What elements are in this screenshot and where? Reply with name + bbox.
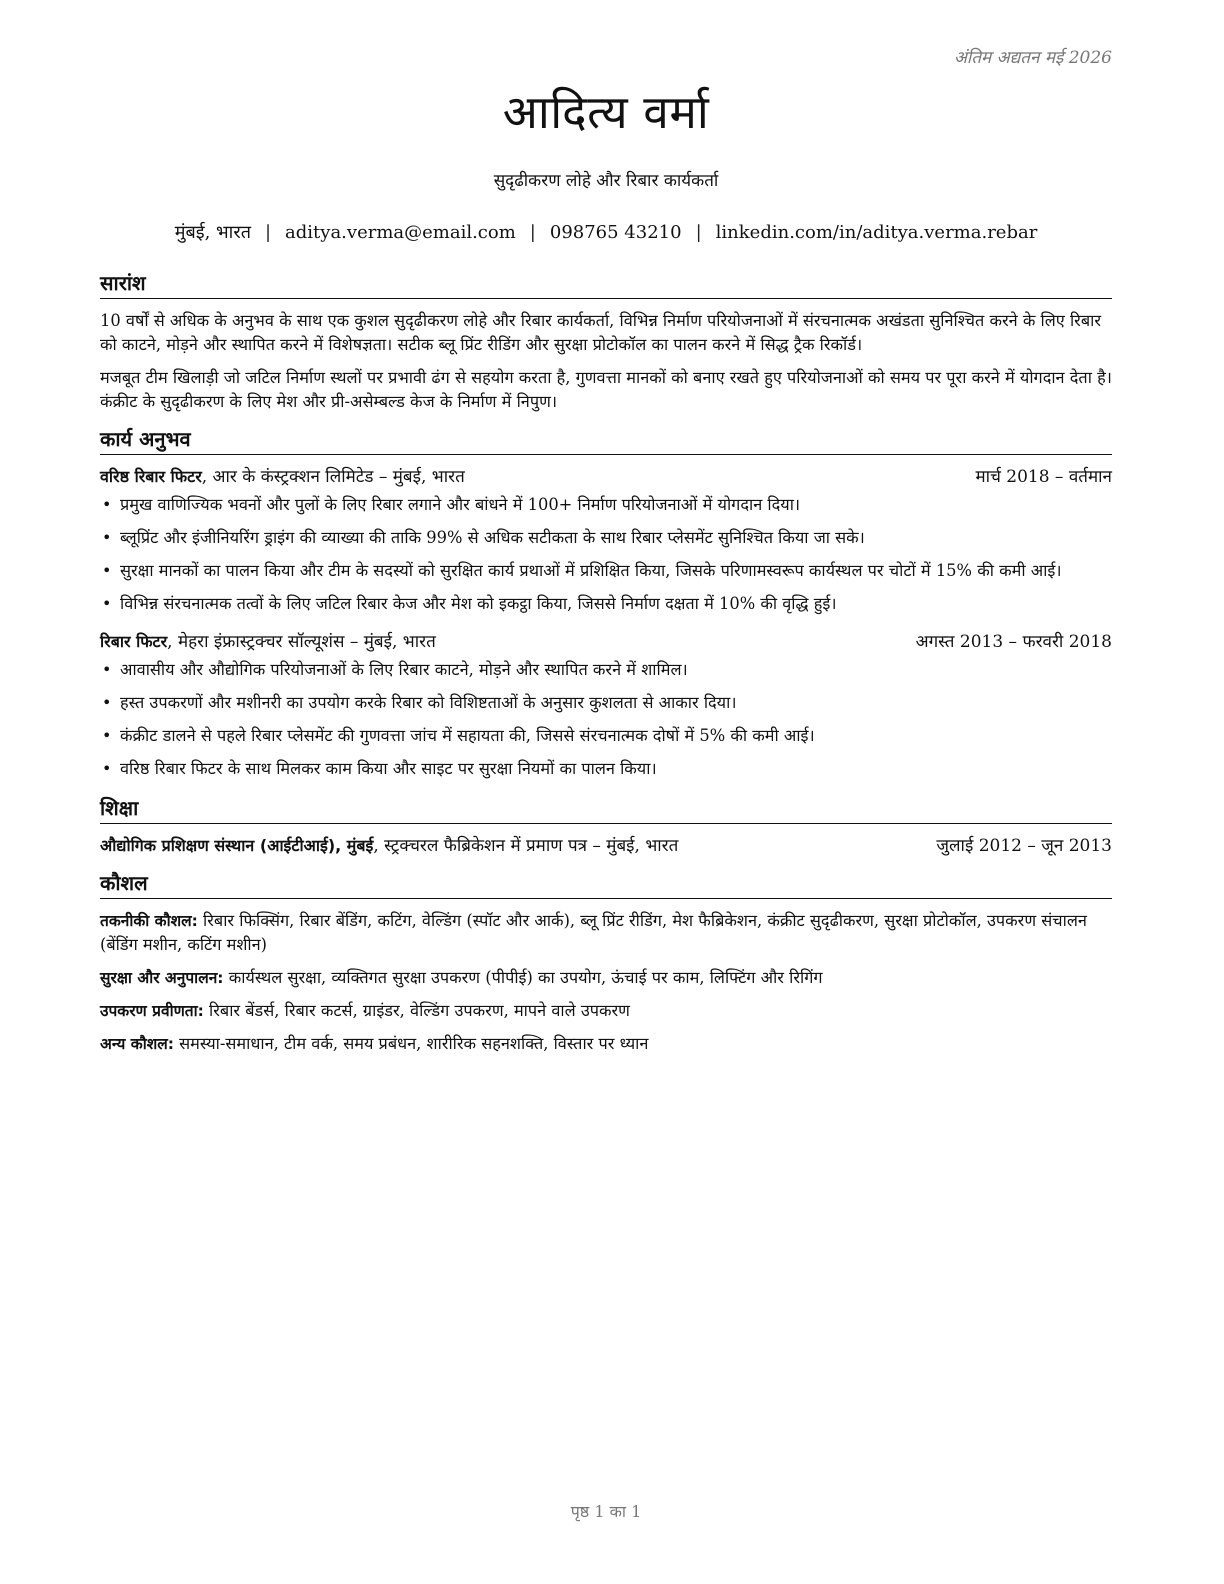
summary-paragraph: 10 वर्षों से अधिक के अनुभव के साथ एक कुशल सुदृढीकरण लोहे और रिबार कार्यकर्ता, विभिन्न निर्माण परियोजनाओं में संरचनात्मक अखंडता सुनिश्चित करने के लिए रिबार को काटने, मोड़ने और स्थापित करने में विशेषज्ञता। सटीक ब्लू प्रिंट रीडिंग और सुरक्षा प्रोटोकॉल का पालन करने में सिद्ध ट्रैक रिकॉर्ड। — [100, 311, 1102, 354]
job-header — [100, 465, 1112, 489]
list-item — [100, 526, 1112, 550]
separator: | — [695, 222, 702, 243]
job-header — [100, 630, 1112, 654]
experience-section — [100, 426, 1112, 781]
bullet-text: प्रमुख वाणिज्यिक भवनों और पुलों के लिए रिबार लगाने और बांधने में 100+ निर्माण परियोजनाओं में योगदान दिया। — [120, 495, 801, 514]
education-title-line — [100, 834, 678, 858]
summary-paragraph: मजबूत टीम खिलाड़ी जो जटिल निर्माण स्थलों पर प्रभावी ढंग से सहयोग करता है, गुणवत्ता मानकों को बनाए रखते हुए परियोजनाओं को समय पर पूरा करने में योगदान देता है। कंक्रीट के सुदृढीकरण के लिए मेश और प्री-असेम्बल्ड केज के निर्माण में निपुण। — [100, 368, 1112, 411]
section-title-experience: कार्य अनुभव — [100, 426, 1112, 455]
job-bullets — [100, 493, 1112, 616]
headline: सुदृढीकरण लोहे और रिबार कार्यकर्ता — [493, 171, 719, 191]
bullet-text: सुरक्षा मानकों का पालन किया और टीम के सदस्यों को सुरक्षित कार्य प्रथाओं में प्रशिक्षित किया, जिसके परिणामस्वरूप कार्यस्थल पर चोटों में 15% की कमी आई। — [120, 561, 1062, 580]
skills-section — [100, 870, 1112, 1056]
job-role: वरिष्ठ रिबार फिटर — [100, 467, 202, 486]
separator: | — [529, 222, 536, 243]
list-item — [100, 592, 1112, 616]
bullet-icon: • — [102, 495, 112, 514]
job-entry — [100, 465, 1112, 616]
job-role: रिबार फिटर — [100, 632, 168, 651]
skill-value: कार्यस्थल सुरक्षा, व्यक्तिगत सुरक्षा उपकरण (पीपीई) का उपयोग, ऊंचाई पर काम, लिफ्टिंग और रिगिंग — [223, 968, 823, 987]
bullet-text: कंक्रीट डालने से पहले रिबार प्लेसमेंट की गुणवत्ता जांच में सहायता की, जिससे संरचनात्मक दोषों में 5% की कमी आई। — [120, 726, 815, 745]
bullet-text: आवासीय और औद्योगिक परियोजनाओं के लिए रिबार काटने, मोड़ने और स्थापित करने में शामिल। — [120, 660, 688, 679]
job-dates: मार्च 2018 – वर्तमान — [975, 467, 1112, 487]
job-title-line — [100, 465, 465, 489]
bullet-icon: • — [102, 759, 112, 778]
education-institution: औद्योगिक प्रशिक्षण संस्थान (आईटीआई), मुंबई — [100, 836, 374, 855]
resume-content — [100, 270, 1112, 1068]
skill-label: उपकरण प्रवीणता: — [100, 1002, 204, 1020]
bullet-icon: • — [102, 594, 112, 613]
resume-page — [100, 0, 1112, 1584]
bullet-icon: • — [102, 693, 112, 712]
bullet-text: ब्लूप्रिंट और इंजीनियरिंग ड्राइंग की व्याख्या की ताकि 99% से अधिक सटीकता के साथ रिबार प्लेसमेंट सुनिश्चित किया जा सके। — [120, 528, 865, 547]
skill-line — [100, 1032, 1112, 1056]
contact-email[interactable]: aditya.verma@email.com — [285, 222, 516, 243]
bullet-icon: • — [102, 561, 112, 580]
section-title-skills: कौशल — [100, 870, 1112, 899]
contact-location: मुंबई, भारत — [174, 222, 251, 243]
job-bullets — [100, 658, 1112, 781]
skill-value: समस्या-समाधान, टीम वर्क, समय प्रबंधन, शारीरिक सहनशक्ति, विस्तार पर ध्यान — [173, 1034, 649, 1053]
bullet-text: विभिन्न संरचनात्मक तत्वों के लिए जटिल रिबार केज और मेश को इकट्ठा किया, जिससे निर्माण दक्षता में 10% की वृद्धि हुई। — [120, 594, 837, 613]
job-company: , आर के कंस्ट्रक्शन लिमिटेड – मुंबई, भारत — [201, 467, 465, 487]
bullet-text: वरिष्ठ रिबार फिटर के साथ मिलकर काम किया और साइट पर सुरक्षा नियमों का पालन किया। — [120, 759, 657, 778]
education-entry — [100, 834, 1112, 858]
section-title-summary: सारांश — [100, 270, 1112, 299]
summary-section — [100, 270, 1112, 414]
contact-line — [100, 220, 1112, 244]
job-company: , मेहरा इंफ्रास्ट्रक्चर सॉल्यूशंस – मुंबई, भारत — [167, 632, 436, 652]
list-item — [100, 724, 1112, 748]
skill-line — [100, 909, 1112, 957]
list-item — [100, 691, 1112, 715]
skill-line — [100, 966, 1112, 990]
separator: | — [264, 222, 272, 243]
education-dates: जुलाई 2012 – जून 2013 — [936, 836, 1112, 856]
education-detail: , स्ट्रक्चरल फैब्रिकेशन में प्रमाण पत्र – मुंबई, भारत — [373, 836, 679, 856]
education-section — [100, 795, 1112, 858]
skill-label: सुरक्षा और अनुपालन: — [100, 969, 224, 987]
skill-line — [100, 999, 1112, 1023]
list-item — [100, 493, 1112, 517]
last-updated: अंतिम अद्यतन मई 2026 — [953, 48, 1112, 68]
bullet-icon: • — [102, 726, 112, 745]
skill-label: अन्य कौशल: — [100, 1035, 174, 1053]
page-number: पृष्ठ 1 का 1 — [570, 1502, 642, 1521]
section-title-education: शिक्षा — [100, 795, 1112, 824]
bullet-icon: • — [102, 528, 112, 547]
list-item — [100, 658, 1112, 682]
skill-value: रिबार फिक्सिंग, रिबार बेंडिंग, कटिंग, वेल्डिंग (स्पॉट और आर्क), ब्लू प्रिंट रीडिंग, मेश फैब्रिकेशन, कंक्रीट सुदृढीकरण, सुरक्षा प्रोटोकॉल, उपकरण संचालन (बेंडिंग मशीन, कटिंग मशीन) — [100, 911, 1087, 954]
bullet-text: हस्त उपकरणों और मशीनरी का उपयोग करके रिबार को विशिष्टताओं के अनुसार कुशलता से आकार दिया। — [120, 693, 737, 712]
list-item — [100, 559, 1112, 583]
list-item — [100, 757, 1112, 781]
bullet-icon: • — [102, 660, 112, 679]
candidate-name: आदित्य वर्मा — [502, 85, 710, 139]
skill-label: तकनीकी कौशल: — [100, 912, 198, 930]
contact-phone[interactable]: 098765 43210 — [549, 222, 682, 243]
job-entry — [100, 630, 1112, 781]
job-dates: अगस्त 2013 – फरवरी 2018 — [915, 632, 1112, 652]
skill-value: रिबार बेंडर्स, रिबार कटर्स, ग्राइंडर, वेल्डिंग उपकरण, मापने वाले उपकरण — [203, 1001, 630, 1020]
job-title-line — [100, 630, 436, 654]
contact-linkedin[interactable]: linkedin.com/in/aditya.verma.rebar — [715, 222, 1038, 243]
